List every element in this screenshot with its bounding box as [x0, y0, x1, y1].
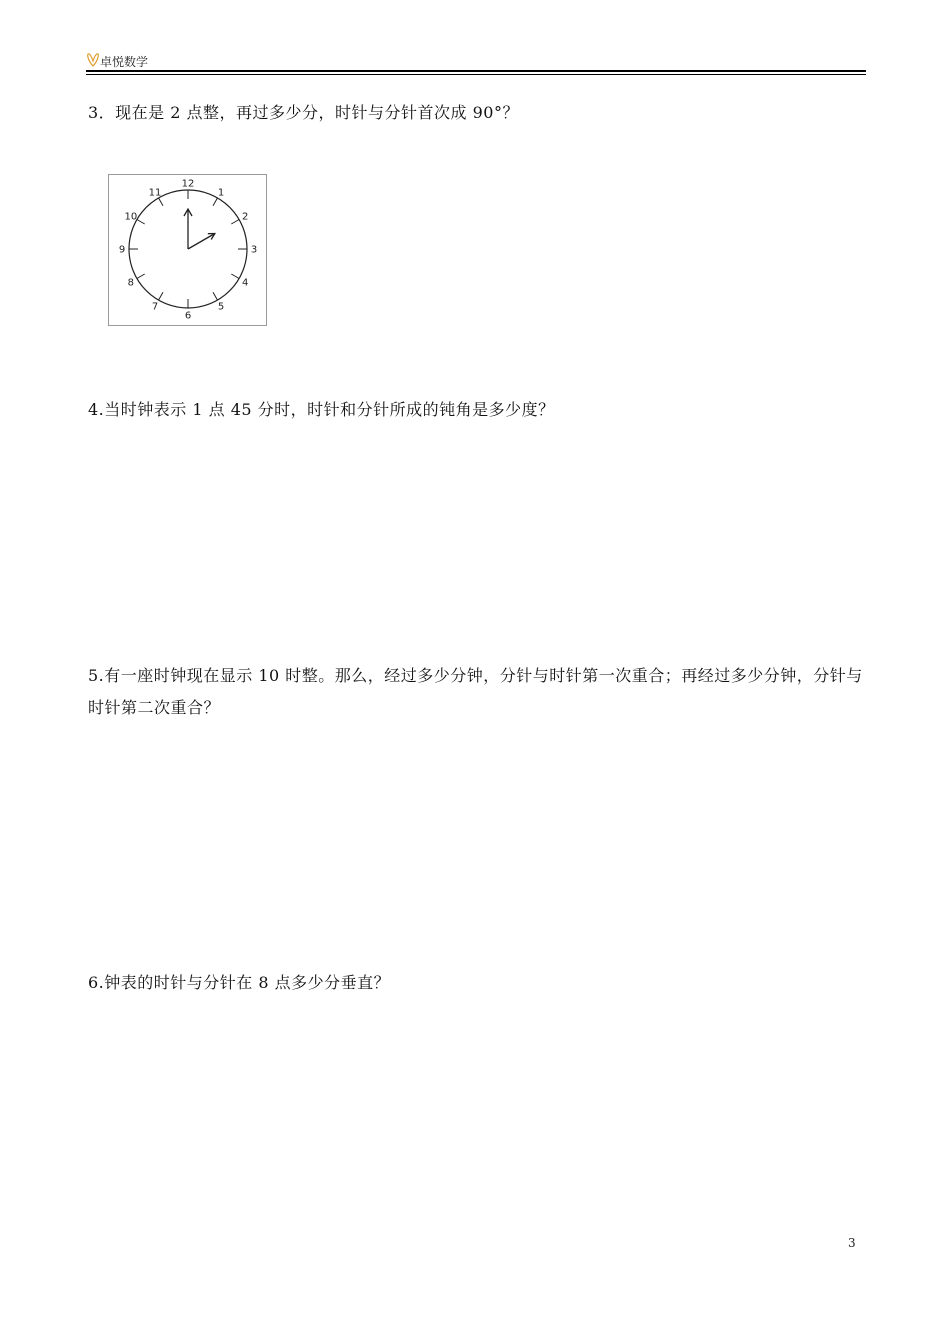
page-header	[86, 50, 866, 76]
clock-numeral: 6	[184, 310, 192, 322]
clock-tick	[159, 198, 164, 206]
clock-numeral: 5	[217, 301, 225, 313]
question-3: 3．现在是 2 点整，再过多少分，时针与分针首次成 90°？	[88, 103, 519, 122]
clock-tick	[231, 220, 239, 225]
clock-numeral: 1	[217, 187, 225, 199]
clock-numeral: 7	[151, 301, 159, 313]
clock-numeral: 10	[124, 211, 138, 223]
clock-tick	[137, 220, 145, 225]
clock-numeral: 3	[250, 244, 258, 256]
clock-tick	[137, 274, 145, 279]
clock-numeral: 8	[127, 277, 135, 289]
clock-tick	[231, 274, 239, 279]
clock-tick	[213, 198, 218, 206]
clock-numeral: 4	[241, 277, 249, 289]
clock-tick	[159, 292, 164, 300]
clock-face	[109, 175, 266, 325]
clock-numeral: 12	[181, 178, 195, 190]
page-number: 3	[848, 1236, 856, 1250]
clock-tick	[213, 292, 218, 300]
clock-numeral: 9	[118, 244, 126, 256]
question-6: 6.钟表的时针与分针在 8 点多少分垂直？	[88, 973, 391, 992]
question-5: 5.有一座时钟现在显示 10 时整。那么，经过多少分钟，分针与时针第一次重合；再经过多少分钟，分针与时针第二次重合？	[88, 666, 863, 717]
header-title: 卓悦数学	[100, 55, 149, 69]
clock-figure	[108, 174, 267, 326]
clock-hour-hand	[188, 234, 215, 250]
question-4: 4.当时钟表示 1 点 45 分时，时针和分针所成的钝角是多少度？	[88, 400, 555, 419]
clock-numeral: 2	[241, 211, 249, 223]
header-rule-thick	[86, 70, 866, 72]
header-rule-thin	[86, 74, 866, 75]
butterfly-logo-icon	[86, 52, 100, 68]
clock-numeral: 11	[148, 187, 162, 199]
